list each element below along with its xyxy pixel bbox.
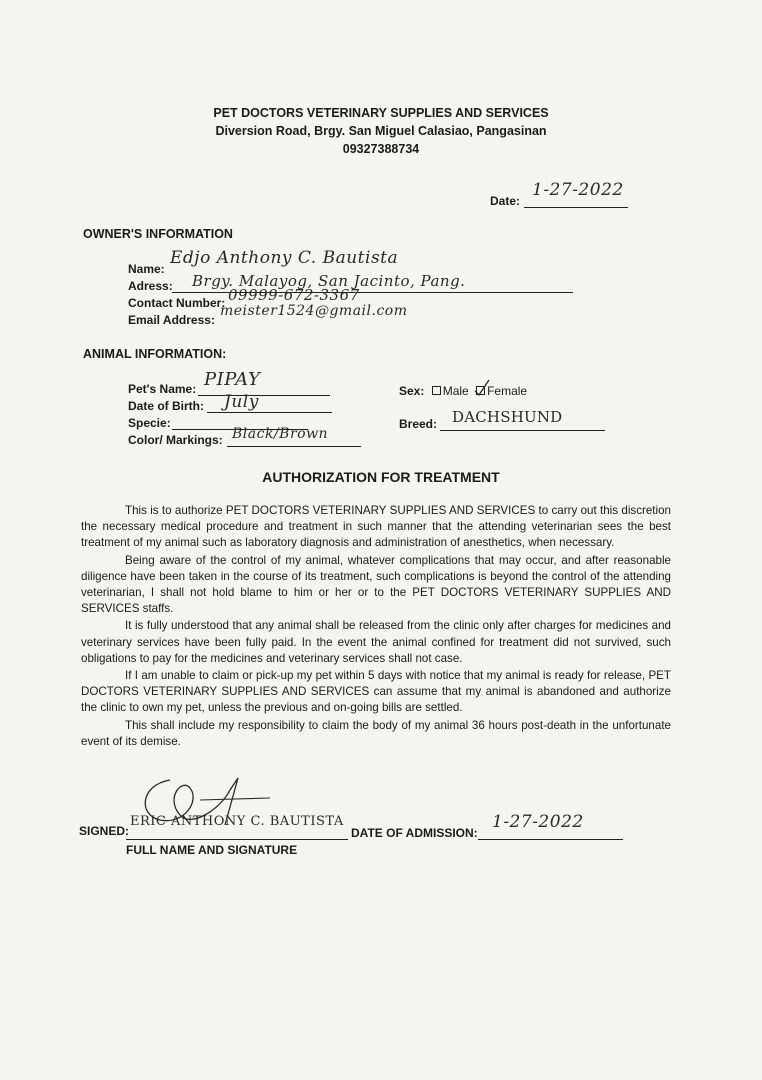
date-line xyxy=(524,207,628,208)
authorization-title: AUTHORIZATION FOR TREATMENT xyxy=(262,469,500,485)
admission-value: 1-27-2022 xyxy=(492,812,584,832)
sex-female-label: Female xyxy=(487,384,528,398)
email-value: meister1524@gmail.com xyxy=(220,303,408,319)
pet-name-label: Pet's Name: xyxy=(128,382,197,396)
signed-value: ERIC ANTHONY C. BAUTISTA xyxy=(130,814,344,829)
paragraph-2: Being aware of the control of my animal, whatever complications that may occur, and after reasonable diligence have been taken in the course of its treatment, such complications is beyond the control of the attending veterinarian, I shall not hold blame to him or her or to the PET DOCTORS VETERINARY SUPPLIES AND SERVICES staffs. xyxy=(81,553,671,616)
contact-label: Contact Number: xyxy=(128,296,226,310)
paragraph-3: It is fully understood that any animal shall be released from the clinic only after charges for medicines and veterinary services have been fully paid. In the event the animal confined for treatment did not survived, such obligations to pay for the medicines and veterinary services shall not case. xyxy=(81,619,671,665)
clinic-phone: 09327388734 xyxy=(342,142,420,156)
owner-section-title: OWNER'S INFORMATION xyxy=(83,227,233,241)
owner-address-label: Adress: xyxy=(128,279,173,293)
authorization-body xyxy=(81,503,671,751)
color-line xyxy=(227,446,361,447)
animal-section-title: ANIMAL INFORMATION: xyxy=(83,347,227,361)
sex-field xyxy=(399,384,527,398)
specie-label: Specie: xyxy=(128,416,171,430)
paragraph-4: If I am unable to claim or pick-up my pet within 5 days with notice that my animal is ready for release, PET DOCTORS VETERINARY SUPPLIES AND SERVICES can assume that my animal is abandoned and authorize the clinic to own my pet, unless the previous and on-going bills are settled. xyxy=(81,669,671,715)
breed-line xyxy=(440,430,605,431)
dob-value: July xyxy=(224,392,259,412)
date-value: 1-27-2022 xyxy=(532,180,624,200)
dob-label: Date of Birth: xyxy=(128,399,204,413)
contact-value: 09999-672-3367 xyxy=(228,286,360,304)
owner-address-value: Brgy. Malayog, San Jacinto, Pang. xyxy=(192,272,466,290)
sex-male-checkbox[interactable] xyxy=(432,386,441,395)
date-label: Date: xyxy=(490,194,521,208)
clinic-name: PET DOCTORS VETERINARY SUPPLIES AND SERVICES xyxy=(213,106,549,120)
paragraph-5: This shall include my responsibility to claim the body of my animal 36 hours post-death in the unfortunate event of its demise. xyxy=(81,718,671,748)
clinic-address: Diversion Road, Brgy. San Miguel Calasiao, Pangasinan xyxy=(215,124,547,138)
signature-scribble xyxy=(130,770,290,840)
breed-value: DACHSHUND xyxy=(452,408,563,426)
admission-label: DATE OF ADMISSION: xyxy=(351,826,478,840)
email-label: Email Address: xyxy=(128,313,215,327)
signature-caption: FULL NAME AND SIGNATURE xyxy=(126,843,298,857)
sex-female-checkbox[interactable] xyxy=(476,386,485,395)
sex-male-label: Male xyxy=(442,384,469,398)
signed-line xyxy=(126,839,348,840)
color-value: Black/Brown xyxy=(232,426,329,442)
breed-label: Breed: xyxy=(399,417,438,431)
sex-label: Sex: xyxy=(399,384,425,398)
dob-line xyxy=(207,412,332,413)
paragraph-1: This is to authorize PET DOCTORS VETERINARY SUPPLIES AND SERVICES to carry out this discretion the necessary medical procedure and treatment in such manner that the attending veterinarian sees the best treatment of my animal such as laboratory diagnosis and administration of anesthetics, when necessary. xyxy=(81,504,671,550)
owner-name-label: Name: xyxy=(128,262,165,276)
owner-name-value: Edjo Anthony C. Bautista xyxy=(170,248,399,268)
pet-name-line xyxy=(198,395,330,396)
check-mark-icon xyxy=(473,379,491,397)
admission-line xyxy=(478,839,623,840)
signed-label: SIGNED: xyxy=(79,824,130,838)
color-label: Color/ Markings: xyxy=(128,433,223,447)
pet-name-value: PIPAY xyxy=(204,369,261,390)
